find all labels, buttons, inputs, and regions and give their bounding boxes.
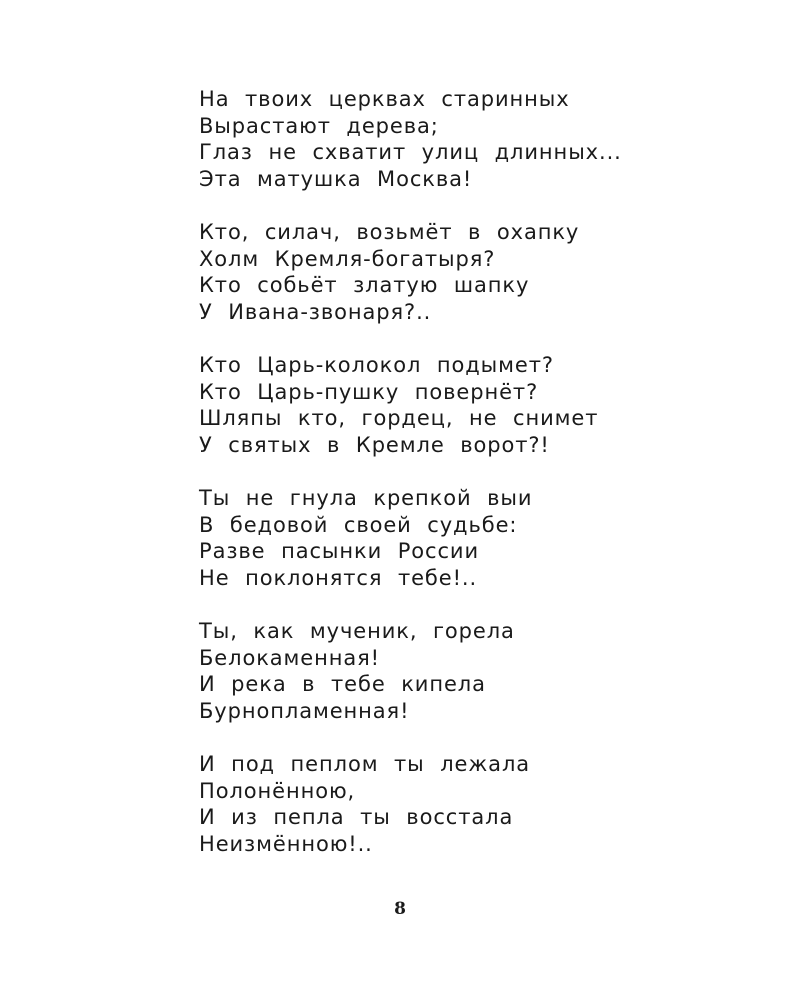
stanza-1 bbox=[199, 86, 719, 192]
stanza-2 bbox=[199, 219, 719, 325]
poem-line: Кто собьёт златую шапку bbox=[199, 273, 530, 297]
poem-line: У святых в Кремле ворот?! bbox=[199, 432, 550, 457]
poem-line: Ты не гнула крепкой выи bbox=[199, 486, 533, 510]
poem-line: У Ивана-звонаря?.. bbox=[199, 299, 432, 324]
stanza-5 bbox=[199, 618, 719, 724]
poem-line: Бурнопламенная! bbox=[199, 698, 410, 723]
poem-line: И под пеплом ты лежала bbox=[199, 752, 531, 776]
poem-line: Ты, как мученик, горела bbox=[199, 619, 515, 643]
poem-line: И из пепла ты восстала bbox=[199, 805, 514, 829]
stanza-4 bbox=[199, 485, 719, 591]
poem-line: Белокаменная! bbox=[199, 645, 380, 670]
poem-line: Шляпы кто, гордец, не снимет bbox=[199, 406, 599, 430]
poem-line: Глаз не схватит улиц длинных... bbox=[199, 140, 622, 164]
stanza-3 bbox=[199, 352, 719, 458]
poem-line: Кто, силач, возьмёт в охапку bbox=[199, 220, 580, 244]
stanza-6 bbox=[199, 751, 719, 857]
poem-line: На твоих церквах старинных bbox=[199, 87, 570, 111]
poem bbox=[199, 86, 719, 884]
poem-line: Эта матушка Москва! bbox=[199, 166, 473, 191]
page-number: 8 bbox=[394, 899, 406, 919]
poem-line: Неизмённою!.. bbox=[199, 831, 373, 856]
poem-line: Не поклонятся тебе!.. bbox=[199, 565, 478, 590]
poem-line: В бедовой своей судьбе: bbox=[199, 512, 518, 537]
poem-line: Вырастают дерева; bbox=[199, 113, 439, 138]
poem-line: И река в тебе кипела bbox=[199, 672, 486, 696]
poem-line: Полонённою, bbox=[199, 778, 356, 803]
poem-line: Кто Царь-пушку повернёт? bbox=[199, 379, 539, 404]
poem-line: Разве пасынки России bbox=[199, 539, 480, 563]
poem-line: Кто Царь-колокол подымет? bbox=[199, 353, 554, 377]
poem-line: Холм Кремля-богатыря? bbox=[199, 246, 496, 271]
